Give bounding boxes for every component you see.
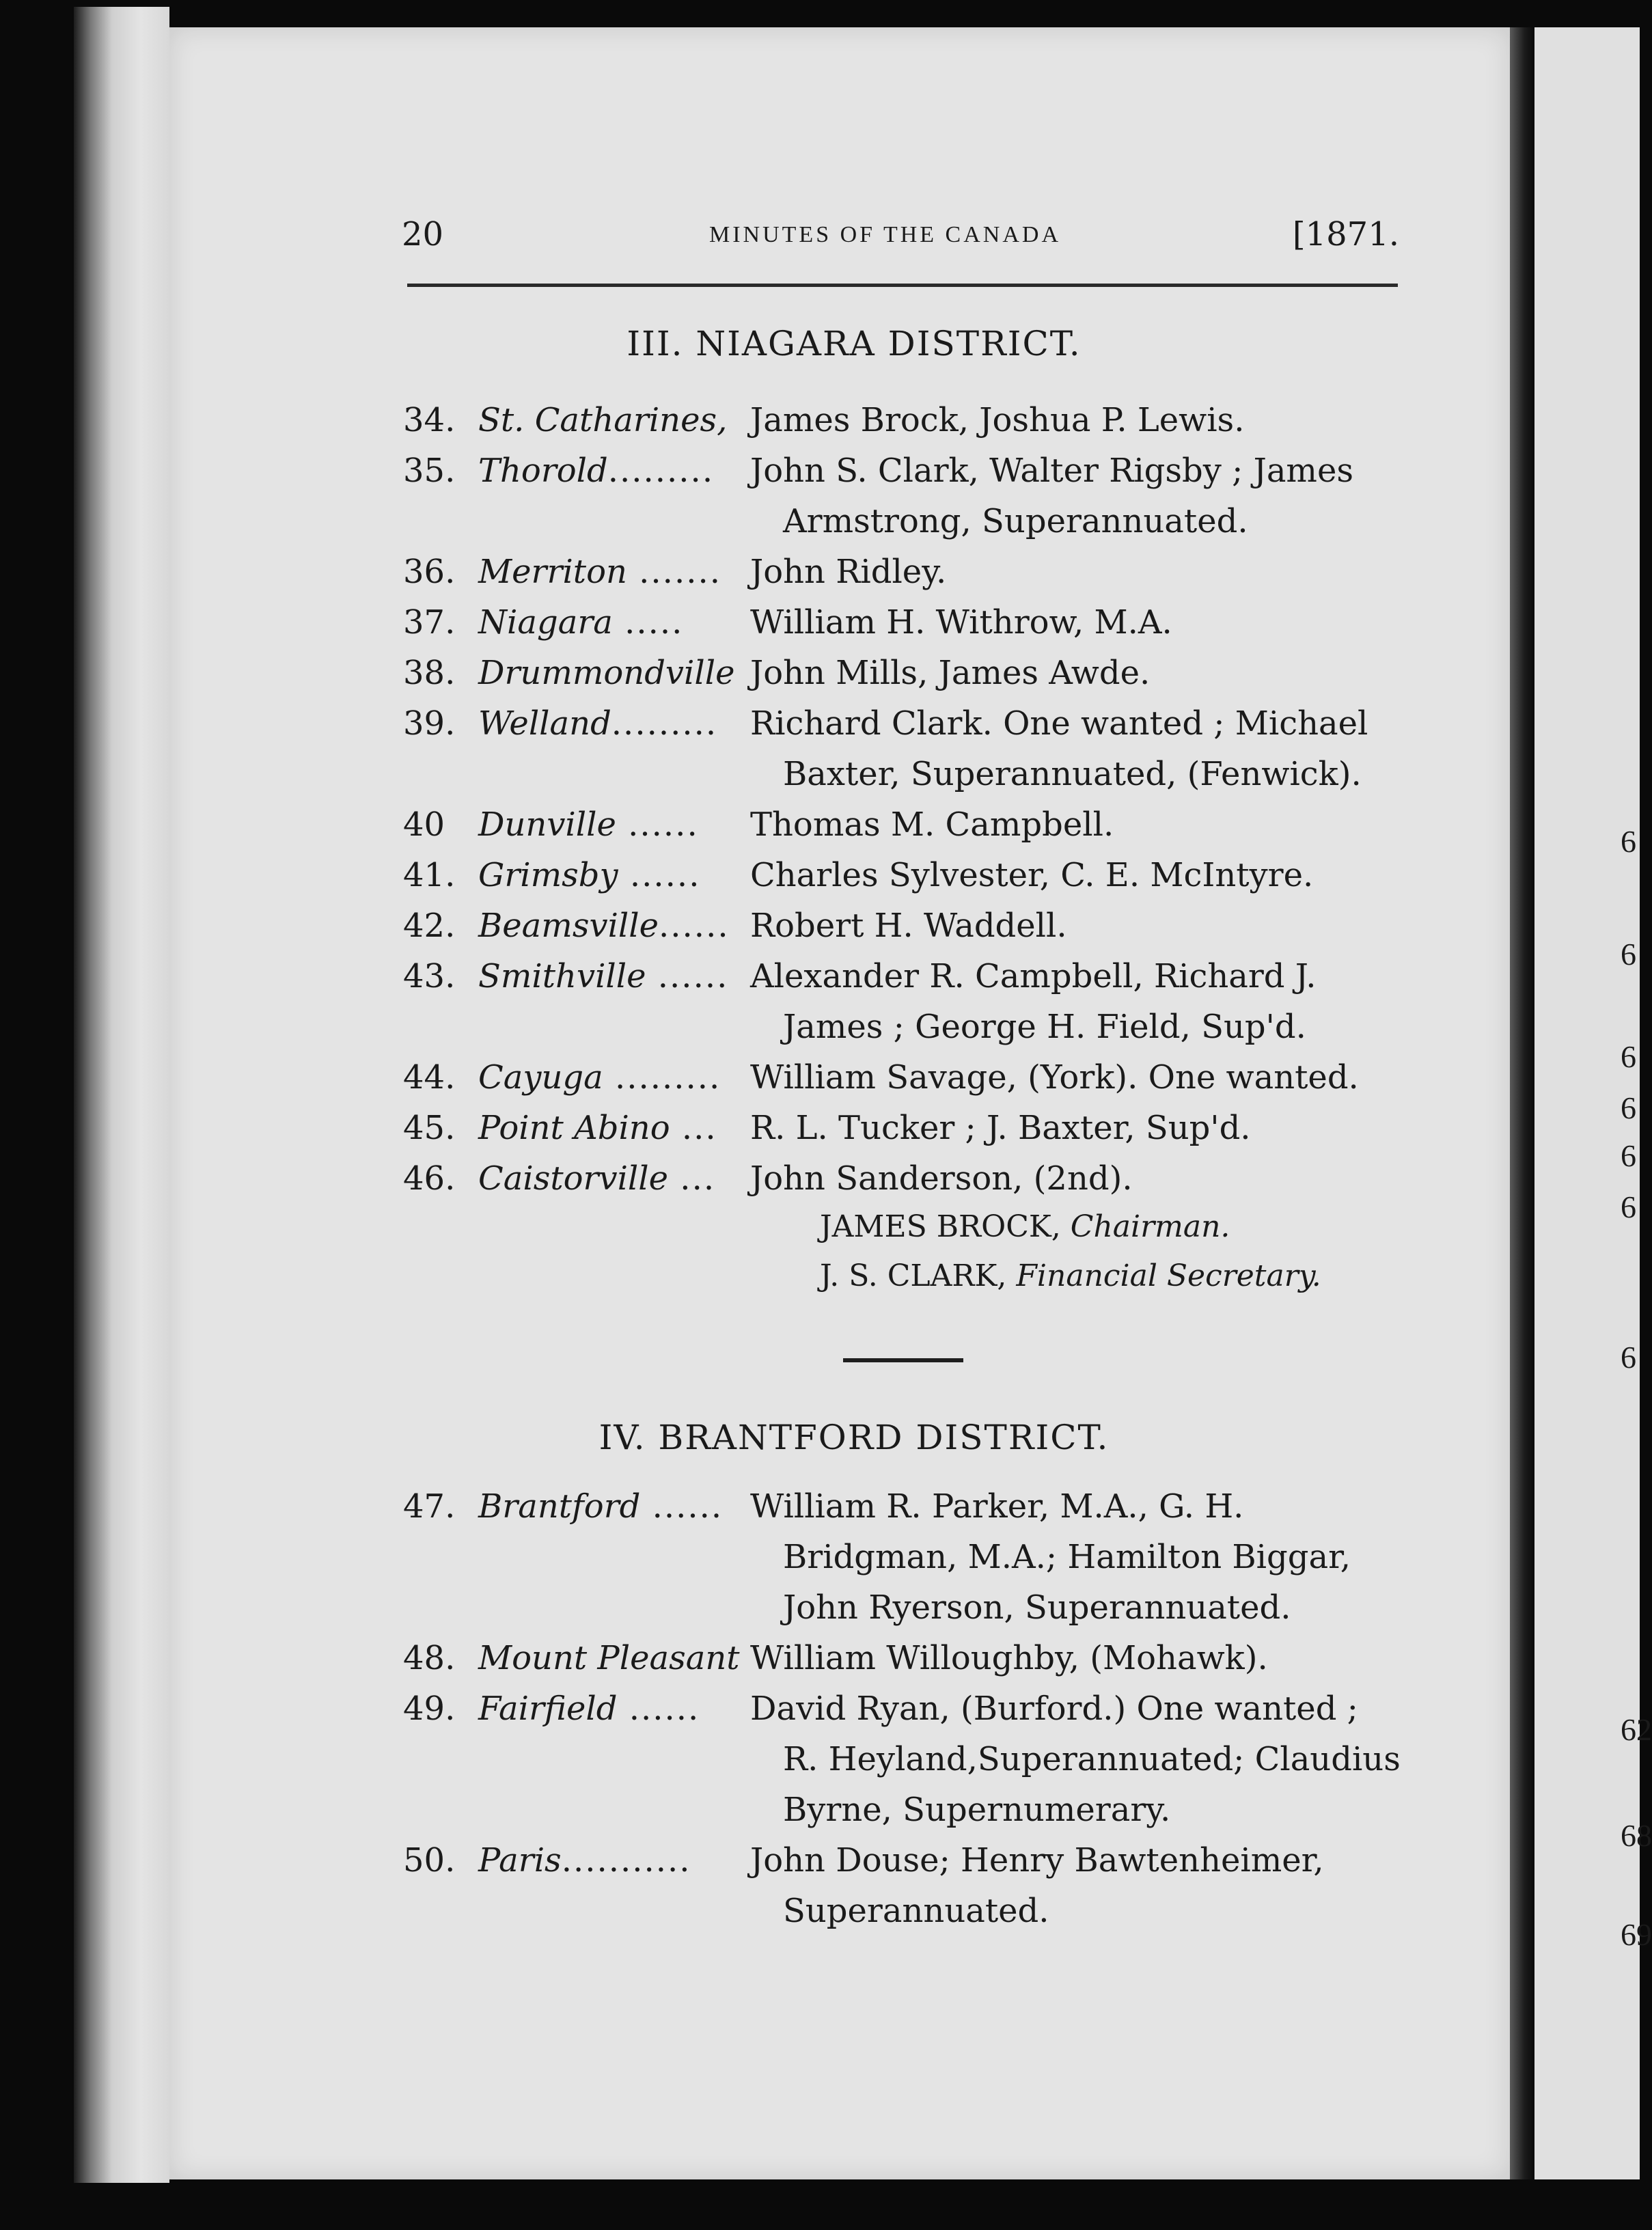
circuit-number: 42. [403,907,456,945]
section-title-niagara: III. NIAGARA DISTRICT. [627,324,1082,363]
section-divider [843,1358,963,1362]
circuit-entry [403,648,1401,698]
circuit-entry [403,1481,1401,1633]
circuit-ministers: William Willoughby, (Mohawk). [750,1639,1268,1677]
circuit-entry [403,900,1401,951]
circuit-number: 46. [403,1159,456,1198]
circuit-place: Niagara ..... [478,603,684,642]
circuit-entry [403,395,1401,445]
circuit-entry [403,1153,1401,1204]
circuit-entry [403,850,1401,900]
circuit-number: 44. [403,1058,456,1097]
circuit-place: Grimsby ...... [478,856,701,894]
circuit-number: 43. [403,957,456,995]
circuit-ministers: William Savage, (York). One wanted. [750,1058,1359,1097]
page-number: 20 [402,215,444,253]
circuit-number: 37. [403,603,456,642]
circuit-entry [403,547,1401,597]
facing-page-fragment: 69 [1621,1917,1652,1952]
circuit-place: Beamsville...... [478,907,730,945]
signature-financial-secretary: J. S. CLARK, Financial Secretary. [820,1258,1321,1293]
circuit-place: Drummondville [478,654,735,692]
running-header [402,215,1399,256]
circuit-number: 41. [403,856,456,894]
circuit-ministers: Charles Sylvester, C. E. McIntyre. [750,856,1314,894]
circuit-place: Brantford ...... [478,1487,724,1526]
facing-page-fragment: 6 [1621,1189,1636,1224]
circuit-entry [403,1052,1401,1103]
circuit-place: St. Catharines, [478,401,728,439]
circuit-number: 45. [403,1109,456,1147]
circuit-ministers: John Sanderson, (2nd). [750,1159,1133,1198]
circuit-place: Fairfield ...... [478,1690,700,1728]
circuit-place: Dunville ...... [478,806,699,844]
circuit-place: Thorold......... [478,452,715,490]
circuit-number: 39. [403,704,456,743]
page-edge-left [74,7,169,2183]
circuit-ministers: Robert H. Waddell. [750,907,1067,945]
facing-page-fragment: 62 [1621,1712,1652,1747]
circuit-number: 35. [403,452,456,490]
circuit-entry [403,698,1401,799]
facing-page-fragment: 6 [1621,1340,1636,1375]
circuit-entry [403,1633,1401,1683]
circuit-place: Welland......... [478,704,718,743]
facing-page-fragment: 6 [1621,1090,1636,1125]
circuit-ministers: William H. Withrow, M.A. [750,603,1172,642]
circuit-ministers: Alexander R. Campbell, Richard J. James ; George H. Field, Sup'd. [750,957,1317,1046]
circuit-entry [403,445,1401,547]
circuit-entry [403,1103,1401,1153]
scan-border [0,2183,1640,2230]
circuit-ministers: R. L. Tucker ; J. Baxter, Sup'd. [750,1109,1251,1147]
facing-page-fragment: 6 [1621,937,1636,972]
circuit-ministers: John Mills, James Awde. [750,654,1151,692]
running-title: MINUTES OF THE CANADA [709,222,1061,247]
circuit-entry [403,799,1401,850]
circuit-place: Paris........... [478,1841,691,1880]
circuit-ministers: James Brock, Joshua P. Lewis. [750,401,1245,439]
facing-page-fragment: 6 [1621,824,1636,859]
signature-chairman: JAMES BROCK, Chairman. [820,1209,1230,1244]
facing-page-fragment: 6 [1621,1039,1636,1074]
circuit-entry [403,1683,1401,1835]
niagara-district-list [403,395,1401,1204]
circuit-place: Point Abino ... [478,1109,717,1147]
facing-page-fragment: 6 [1621,1138,1636,1173]
circuit-place: Mount Pleasant [478,1639,740,1677]
facing-page-fragment: 68 [1621,1818,1652,1853]
brantford-district-list [403,1481,1401,1936]
header-rule [407,284,1398,287]
circuit-ministers: John Douse; Henry Bawtenheimer, Superannuated. [750,1841,1324,1930]
section-title-brantford: IV. BRANTFORD DISTRICT. [598,1418,1110,1457]
circuit-ministers: Thomas M. Campbell. [750,806,1114,844]
circuit-ministers: John Ridley. [750,553,947,591]
circuit-number: 36. [403,553,456,591]
circuit-entry [403,951,1401,1052]
circuit-number: 50. [403,1841,456,1880]
circuit-ministers: David Ryan, (Burford.) One wanted ; R. Heyland,Superannuated; Claudius Byrne, Supernumerary. [750,1690,1401,1829]
circuit-entry [403,597,1401,648]
circuit-place: Caistorville ... [478,1159,716,1198]
circuit-place: Merriton ....... [478,553,721,591]
circuit-ministers: Richard Clark. One wanted ; Michael Baxter, Superannuated, (Fenwick). [750,704,1368,793]
circuit-place: Cayuga ......... [478,1058,721,1097]
circuit-ministers: John S. Clark, Walter Rigsby ; James Armstrong, Superannuated. [750,452,1353,540]
circuit-number: 47. [403,1487,456,1526]
circuit-number: 40 [403,806,445,844]
circuit-entry [403,1835,1401,1936]
circuit-number: 34. [403,401,456,439]
circuit-number: 38. [403,654,456,692]
circuit-number: 49. [403,1690,456,1728]
circuit-place: Smithville ...... [478,957,729,995]
circuit-ministers: William R. Parker, M.A., G. H. Bridgman, M.A.; Hamilton Biggar, John Ryerson, Superannuated. [750,1487,1351,1627]
circuit-number: 48. [403,1639,456,1677]
header-year: [1871. [1292,215,1399,253]
